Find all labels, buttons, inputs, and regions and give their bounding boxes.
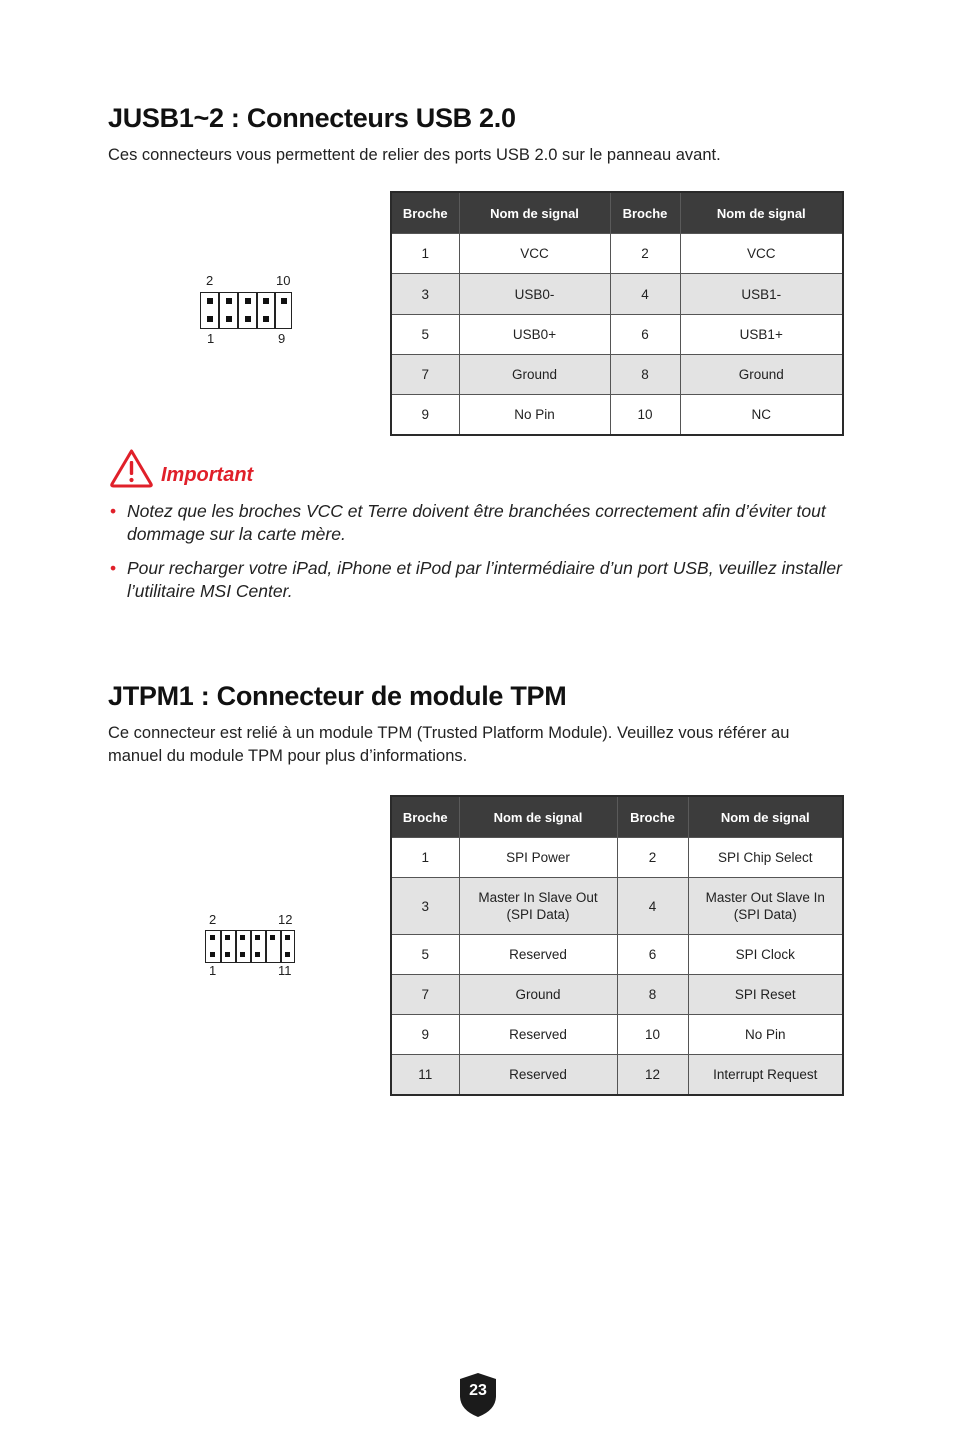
- table-header-row: [391, 192, 843, 234]
- table-cell: 9: [391, 1015, 459, 1055]
- tpm-pin: [225, 952, 230, 957]
- table-row: [391, 274, 843, 315]
- table-cell: Ground: [459, 355, 610, 395]
- table-cell: 11: [391, 1055, 459, 1095]
- tpm-pin: [225, 935, 230, 940]
- table-header-row: [391, 796, 843, 838]
- table-cell: VCC: [680, 234, 843, 274]
- table-cell: SPI Power: [459, 838, 617, 878]
- table-row: [391, 975, 843, 1015]
- table-row: [391, 935, 843, 975]
- table-cell: No Pin: [688, 1015, 843, 1055]
- tpm-pin: [240, 935, 245, 940]
- table-cell: USB0-: [459, 274, 610, 315]
- tpm-pin: [210, 935, 215, 940]
- column-header: Broche: [617, 796, 688, 838]
- table-cell: Master In Slave Out (SPI Data): [459, 878, 617, 935]
- bullet-icon: •: [110, 501, 117, 521]
- table-cell: 3: [391, 274, 459, 315]
- usb-pin-label-9: 9: [278, 331, 286, 346]
- tpm-pin: [255, 952, 260, 957]
- list-item: [110, 500, 850, 546]
- table-cell: 8: [617, 975, 688, 1015]
- table-cell: 6: [610, 315, 680, 355]
- usb-pin: [245, 316, 251, 322]
- important-title: Important: [161, 464, 254, 486]
- tpm-pin: [255, 935, 260, 940]
- table-row: [391, 234, 843, 274]
- usb-pin: [281, 298, 287, 304]
- table-cell: 10: [617, 1015, 688, 1055]
- table-cell: Master Out Slave In (SPI Data): [688, 878, 843, 935]
- table-cell: Reserved: [459, 935, 617, 975]
- list-item-text: Notez que les broches VCC et Terre doivent être branchées correctement afin d’éviter tout dommage sur la carte mère.: [127, 501, 826, 544]
- usb-header-outline: [200, 292, 292, 329]
- table-cell: 9: [391, 395, 459, 435]
- table-cell: USB0+: [459, 315, 610, 355]
- usb-pin: [207, 298, 213, 304]
- table-cell: 3: [391, 878, 459, 935]
- table-cell: NC: [680, 395, 843, 435]
- table-cell: 12: [617, 1055, 688, 1095]
- table-row: [391, 355, 843, 395]
- table-row: [391, 1015, 843, 1055]
- usb-pin: [263, 298, 269, 304]
- tpm-pin-label-12: 12: [278, 912, 293, 927]
- table-row: [391, 878, 843, 935]
- usb-pin-table: [390, 191, 844, 436]
- warning-icon: [109, 448, 154, 488]
- column-header: Broche: [391, 796, 459, 838]
- usb-pin-label-10: 10: [276, 273, 291, 288]
- column-header: Nom de signal: [688, 796, 843, 838]
- table-cell: 2: [617, 838, 688, 878]
- table-cell: Reserved: [459, 1055, 617, 1095]
- table-cell: Ground: [680, 355, 843, 395]
- important-list: [110, 500, 850, 614]
- table-cell: 1: [391, 838, 459, 878]
- usb-pin: [263, 316, 269, 322]
- table-cell: 4: [610, 274, 680, 315]
- usb-pin-label-2: 2: [206, 273, 214, 288]
- table-cell: 5: [391, 935, 459, 975]
- table-cell: 2: [610, 234, 680, 274]
- tpm-pin-label-11: 11: [278, 963, 292, 978]
- tpm-section-title: JTPM1 : Connecteur de module TPM: [108, 681, 567, 711]
- tpm-pin: [210, 952, 215, 957]
- table-cell: 8: [610, 355, 680, 395]
- page-number: 23: [469, 1382, 487, 1399]
- table-cell: 7: [391, 355, 459, 395]
- usb-pin: [226, 298, 232, 304]
- table-cell: 10: [610, 395, 680, 435]
- table-cell: Interrupt Request: [688, 1055, 843, 1095]
- tpm-description: Ce connecteur est relié à un module TPM (Trusted Platform Module). Veuillez vous référer au manuel du module TPM pour plus d’informations.: [108, 724, 790, 765]
- table-cell: SPI Chip Select: [688, 838, 843, 878]
- tpm-pin: [270, 935, 275, 940]
- tpm-pin: [240, 952, 245, 957]
- table-cell: Reserved: [459, 1015, 617, 1055]
- column-header: Nom de signal: [680, 192, 843, 234]
- tpm-pin-label-2: 2: [209, 912, 217, 927]
- table-cell: 4: [617, 878, 688, 935]
- page-number-badge: [458, 1372, 498, 1418]
- table-cell: SPI Clock: [688, 935, 843, 975]
- usb-pin: [245, 298, 251, 304]
- usb-pin: [226, 316, 232, 322]
- table-cell: USB1-: [680, 274, 843, 315]
- column-header: Nom de signal: [459, 796, 617, 838]
- usb-pin-label-1: 1: [207, 331, 215, 346]
- tpm-pin-label-1: 1: [209, 963, 217, 978]
- table-cell: No Pin: [459, 395, 610, 435]
- column-header: Broche: [391, 192, 459, 234]
- column-header: Nom de signal: [459, 192, 610, 234]
- table-cell: SPI Reset: [688, 975, 843, 1015]
- tpm-header-outline: [205, 930, 295, 963]
- usb-description: Ces connecteurs vous permettent de relier des ports USB 2.0 sur le panneau avant.: [108, 146, 721, 164]
- table-row: [391, 1055, 843, 1095]
- table-cell: 1: [391, 234, 459, 274]
- table-row: [391, 395, 843, 435]
- table-cell: 5: [391, 315, 459, 355]
- table-cell: USB1+: [680, 315, 843, 355]
- tpm-pin: [285, 952, 290, 957]
- table-cell: 6: [617, 935, 688, 975]
- table-row: [391, 838, 843, 878]
- bullet-icon: •: [110, 558, 117, 578]
- table-cell: 7: [391, 975, 459, 1015]
- list-item: [110, 557, 850, 603]
- column-header: Broche: [610, 192, 680, 234]
- tpm-pin-table: [390, 795, 844, 1096]
- table-cell: VCC: [459, 234, 610, 274]
- usb-pin: [207, 316, 213, 322]
- usb-section-title: JUSB1~2 : Connecteurs USB 2.0: [108, 103, 516, 133]
- table-cell: Ground: [459, 975, 617, 1015]
- list-item-text: Pour recharger votre iPad, iPhone et iPod par l’intermédiaire d’un port USB, veuillez installer l’utilitaire MSI Center.: [127, 558, 842, 601]
- tpm-pin: [285, 935, 290, 940]
- table-row: [391, 315, 843, 355]
